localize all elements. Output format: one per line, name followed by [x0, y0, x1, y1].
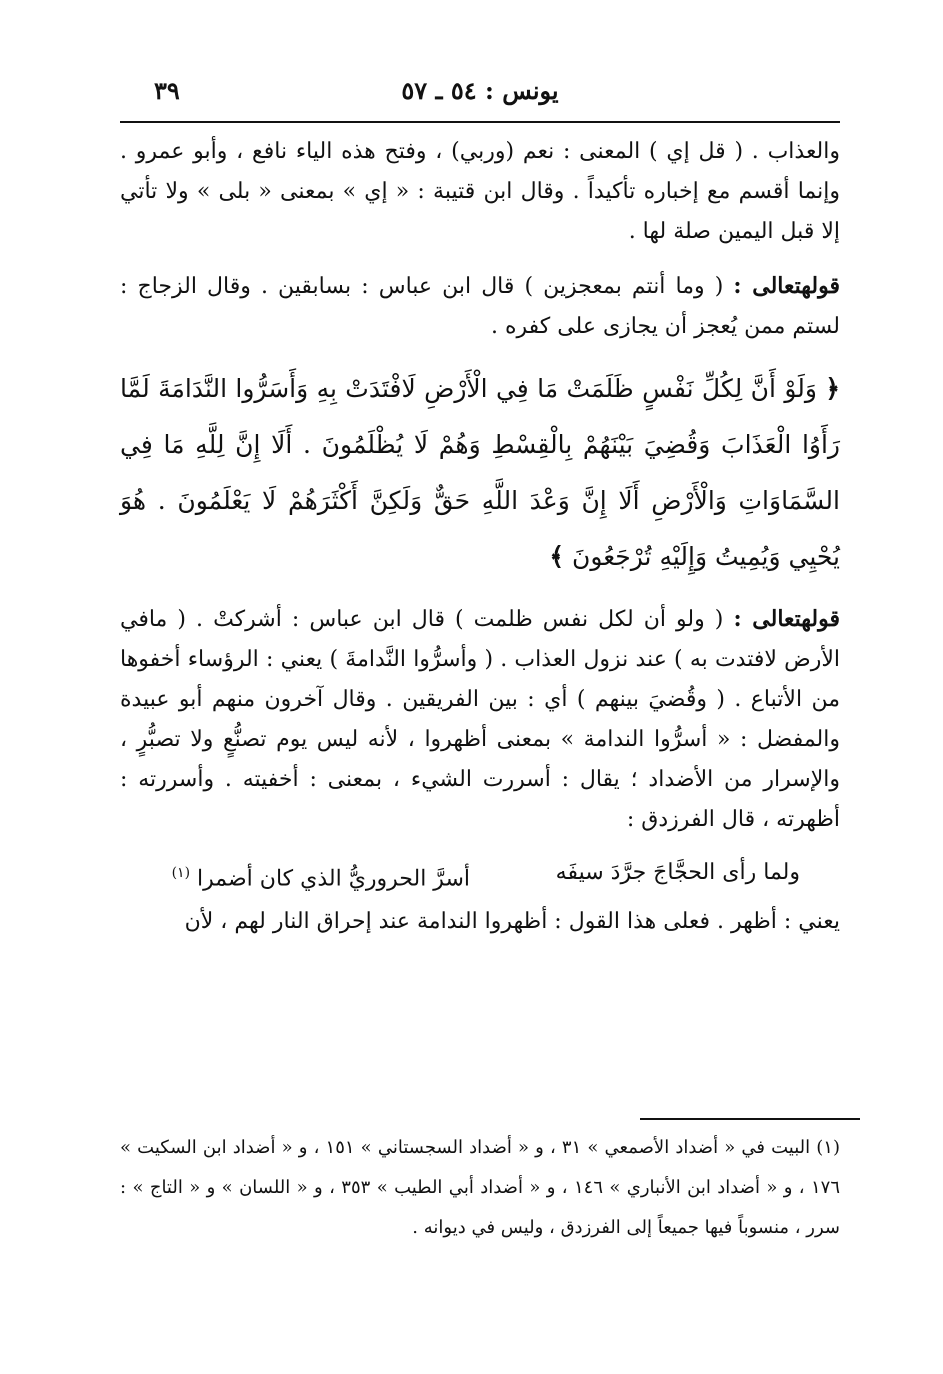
paragraph-3: [120, 599, 840, 840]
footnote: (١) البيت في « أضداد الأصمعي » ٣١ ، و « أضداد السجستاني » ١٥١ ، و « أضداد ابن السكيت » ١٧٦ ، و « أضداد ابن الأنباري » ١٤٦ ، و « أضداد أبي الطيب » ٣٥٣ ، و « اللسان » و « التاج » : سرر ، منسوباً فيها جميعاً إلى الفرزدق ، وليس في ديوانه .: [120, 1137, 840, 1238]
poem-second-hemistich-text: أسرَّ الحروريُّ الذي كان أضمرا: [197, 866, 470, 892]
paragraph-3-text: ( ولو أن لكل نفس ظلمت ) قال ابن عباس : أشركتْ . ( مافي الأرض لافتدت به ) عند نزول العذاب . ( وأسرُّوا النَّدامةَ ) يعني : الرؤساء أخفوها من الأتباع . ( وقُضيَ بينهم ) أي : بين الفريقين . وقال آخرون منهم أبو عبيدة والمفضل : « أسرُّوا الندامة » بمعنى أظهروا ، لأنه ليس يوم تصنُّعٍ ولا تصبُّرٍ ، والإسرار من الأضداد ؛ يقال : أسررت الشيء ، بمعنى : أخفيته . وأسررته : أظهرته ، قال الفرزدق :: [120, 607, 840, 832]
poem-second-hemistich: [172, 844, 470, 908]
poem-first-hemistich: ولما رأى الحجَّاجَ جرَّدَ سيفَه: [555, 860, 800, 885]
footnote-rule: [640, 1118, 860, 1120]
verse-text: وَلَوْ أَنَّ لِكُلِّ نَفْسٍ ظَلَمَتْ مَا فِي الْأَرْضِ لَافْتَدَتْ بِهِ وَأَسَرُّوا النَّدَامَةَ لَمَّا رَأَوُا الْعَذَابَ وَقُضِيَ بَيْنَهُمْ بِالْقِسْطِ وَهُمْ لَا يُظْلَمُونَ . أَلَا إِنَّ لِلَّهِ مَا فِي السَّمَاوَاتِ وَالْأَرْضِ أَلَا إِنَّ وَعْدَ اللَّهِ حَقٌّ وَلَكِنَّ أَكْثَرَهُمْ لَا يَعْلَمُونَ . هُوَ يُحْيِي وَيُمِيتُ وَإِلَيْهِ تُرْجَعُونَ: [120, 374, 840, 571]
quran-verse: [120, 361, 840, 585]
page-header: [120, 72, 840, 116]
main-text: [120, 132, 840, 942]
footnote-reference: (١): [171, 865, 191, 881]
verse-open-bracket: ﴿: [825, 374, 840, 403]
header-rule: [120, 121, 840, 123]
commentary-label: قولهتعالى :: [733, 606, 840, 632]
paragraph-2-text: ( وما أنتم بمعجزين ) قال ابن عباس : بسابقين . وقال الزجاج : لستم ممن يُعجز أن يجازى على كفره .: [120, 274, 840, 339]
running-title: يونس : ٥٤ ـ ٥٧: [401, 76, 559, 105]
commentary-label: قولهتعالى :: [733, 273, 840, 299]
poem-verse: [120, 844, 840, 902]
verse-close-bracket: ﴾: [549, 542, 565, 571]
paragraph-2: [120, 266, 840, 347]
paragraph-4: يعني : أظهر . فعلى هذا القول : أظهروا الندامة عند إحراق النار لهم ، لأن: [184, 909, 840, 934]
paragraph-1: والعذاب . ( قل إي ) المعنى : نعم (وربي) ، وفتح هذه الياء نافع ، وأبو عمرو . وإنما أقسم مع إخباره تأكيداً . وقال ابن قتيبة : « إي » بمعنى « بلى » ولا تأتي إلا قبل اليمين صلة لها .: [120, 139, 840, 244]
page-number: ٣٩: [154, 76, 180, 105]
